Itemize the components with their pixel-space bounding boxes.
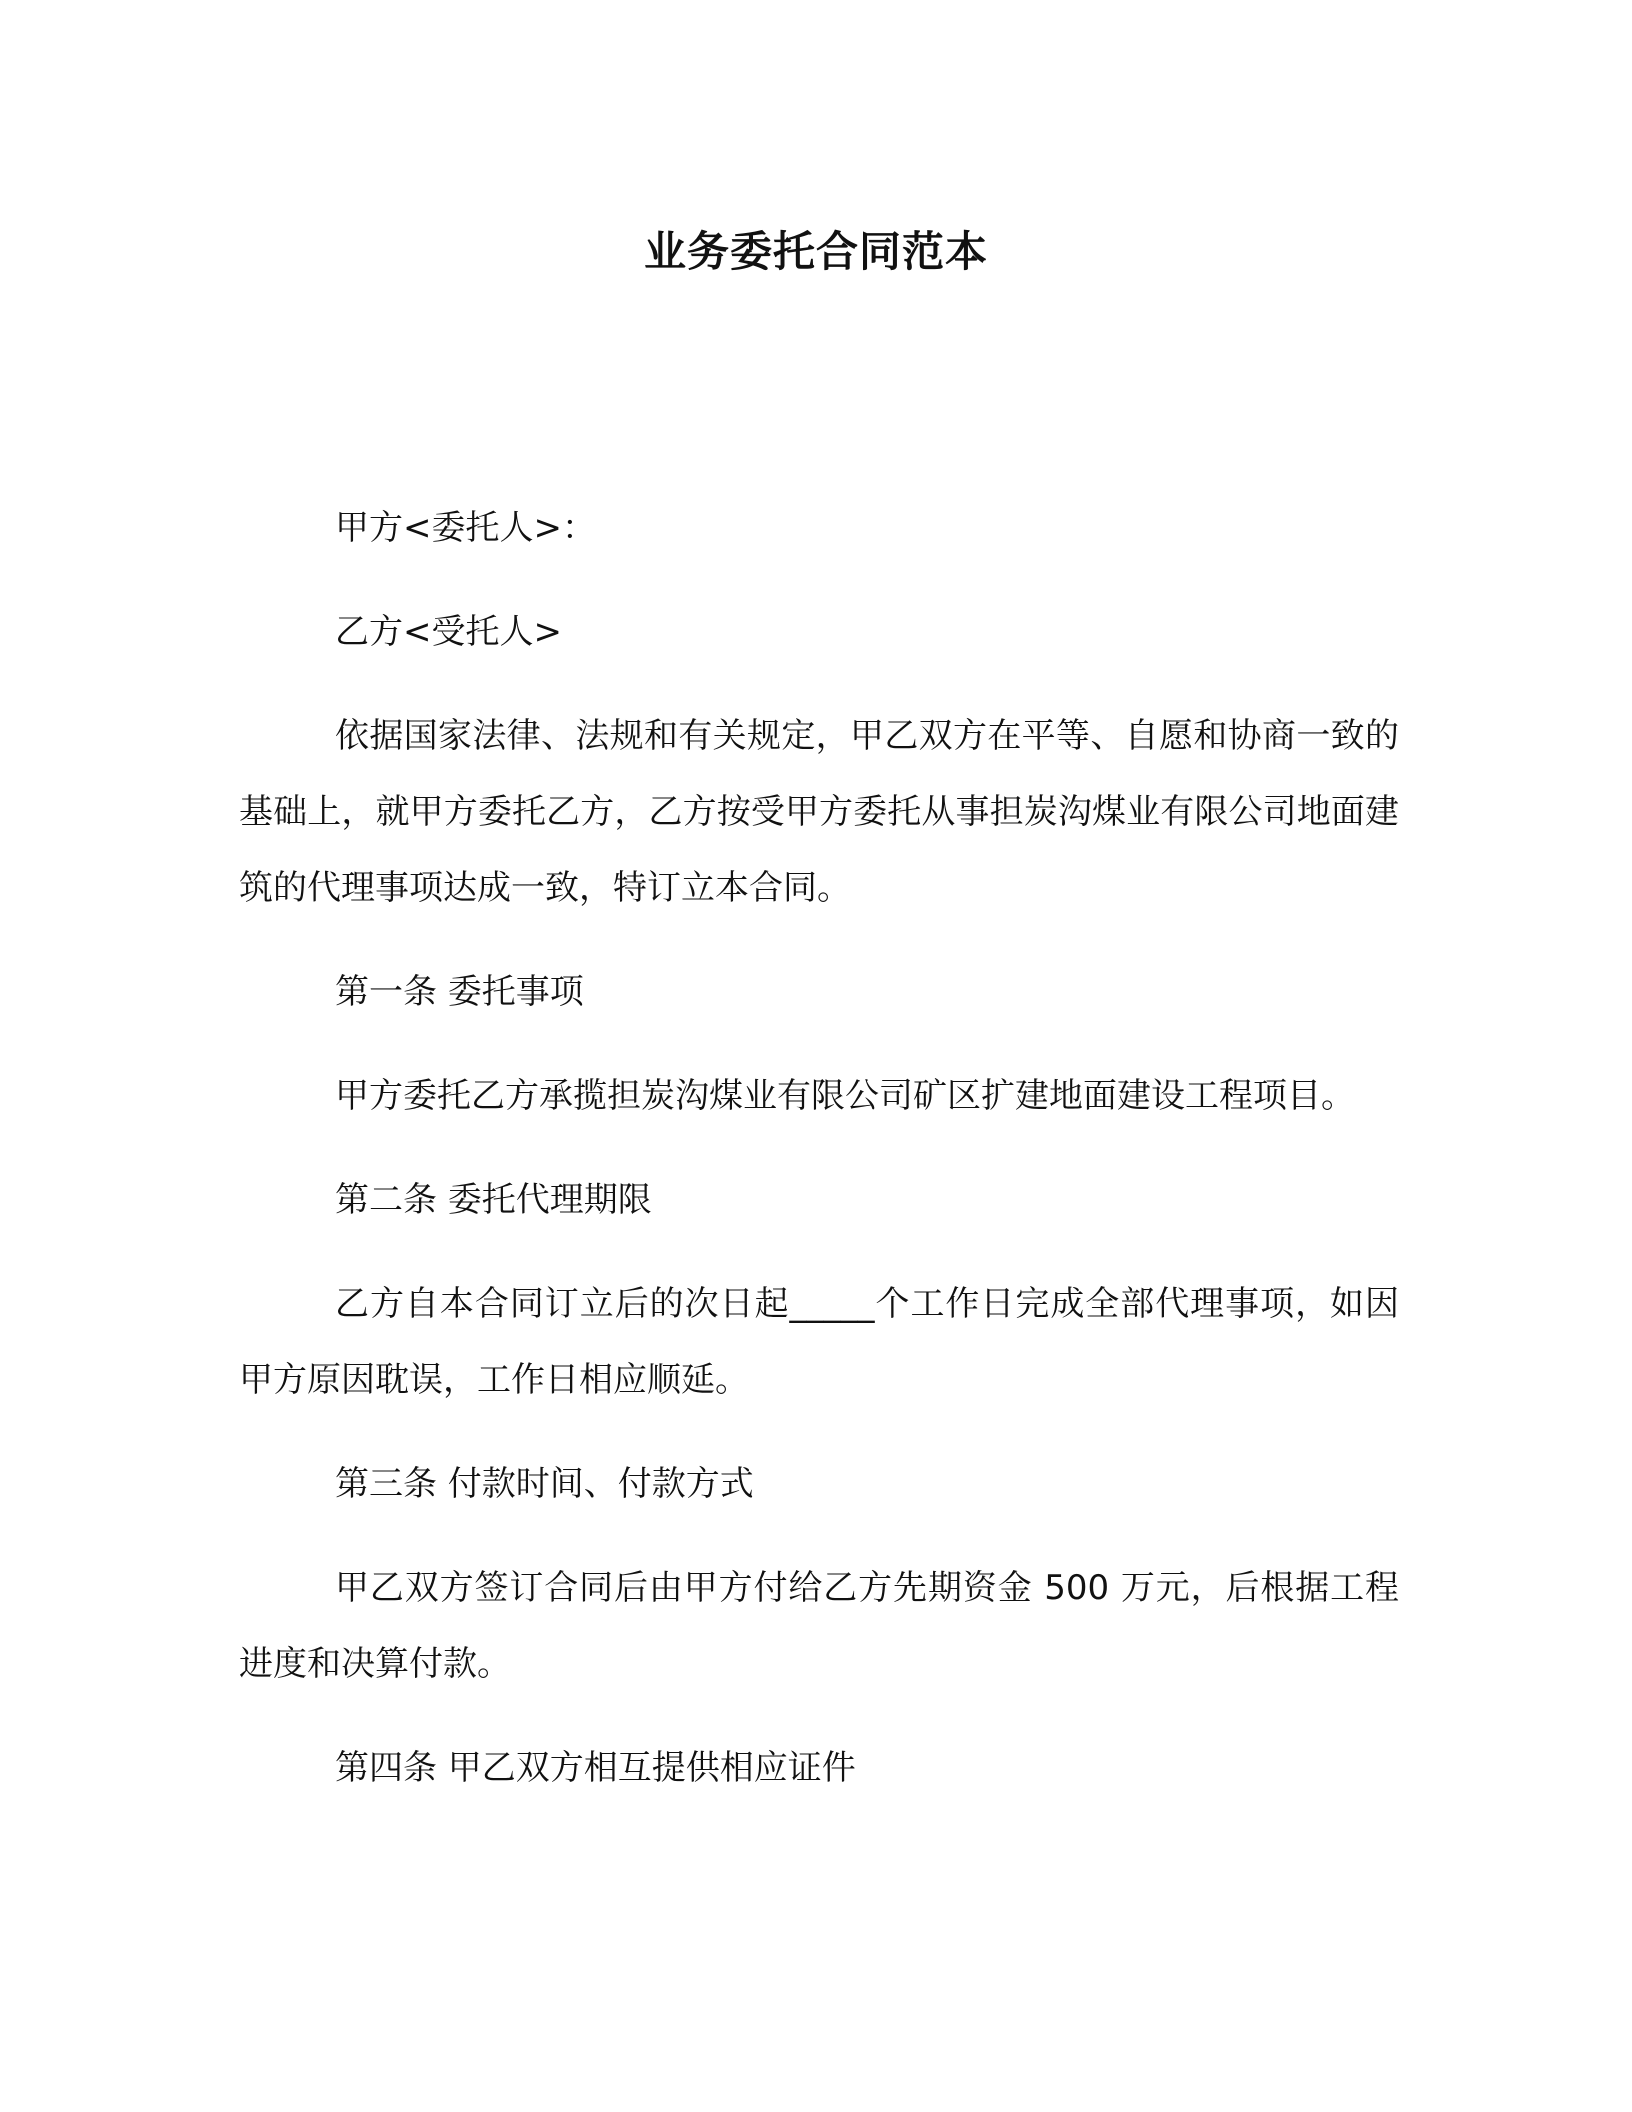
article-3-heading: 第三条 付款时间、付款方式 [335, 1464, 754, 1504]
article-1-heading: 第一条 委托事项 [335, 972, 584, 1012]
document-title: 业务委托合同范本 [643, 227, 988, 276]
article-2-heading: 第二条 委托代理期限 [335, 1180, 652, 1220]
preamble-paragraph: 依据国家法律、法规和有关规定，甲乙双方在平等、自愿和协商一致的基础上，就甲方委托乙方，乙方按受甲方委托从事担炭沟煤业有限公司地面建筑的代理事项达成一致，特订立本合同。 [239, 716, 1399, 908]
article-3-text: 甲乙双方签订合同后由甲方付给乙方先期资金 500 万元，后根据工程进度和决算付款。 [239, 1568, 1399, 1684]
document-body [239, 490, 1399, 1834]
article-1-text: 甲方委托乙方承揽担炭沟煤业有限公司矿区扩建地面建设工程项目。 [335, 1076, 1355, 1116]
article-4-heading: 第四条 甲乙双方相互提供相应证件 [335, 1748, 856, 1788]
party-a-line: 甲方<委托人>： [335, 508, 596, 548]
article-2-text: 乙方自本合同订立后的次日起_____个工作日完成全部代理事项，如因甲方原因耽误，工作日相应顺延。 [239, 1284, 1399, 1400]
party-b-line: 乙方<受托人> [335, 612, 562, 652]
